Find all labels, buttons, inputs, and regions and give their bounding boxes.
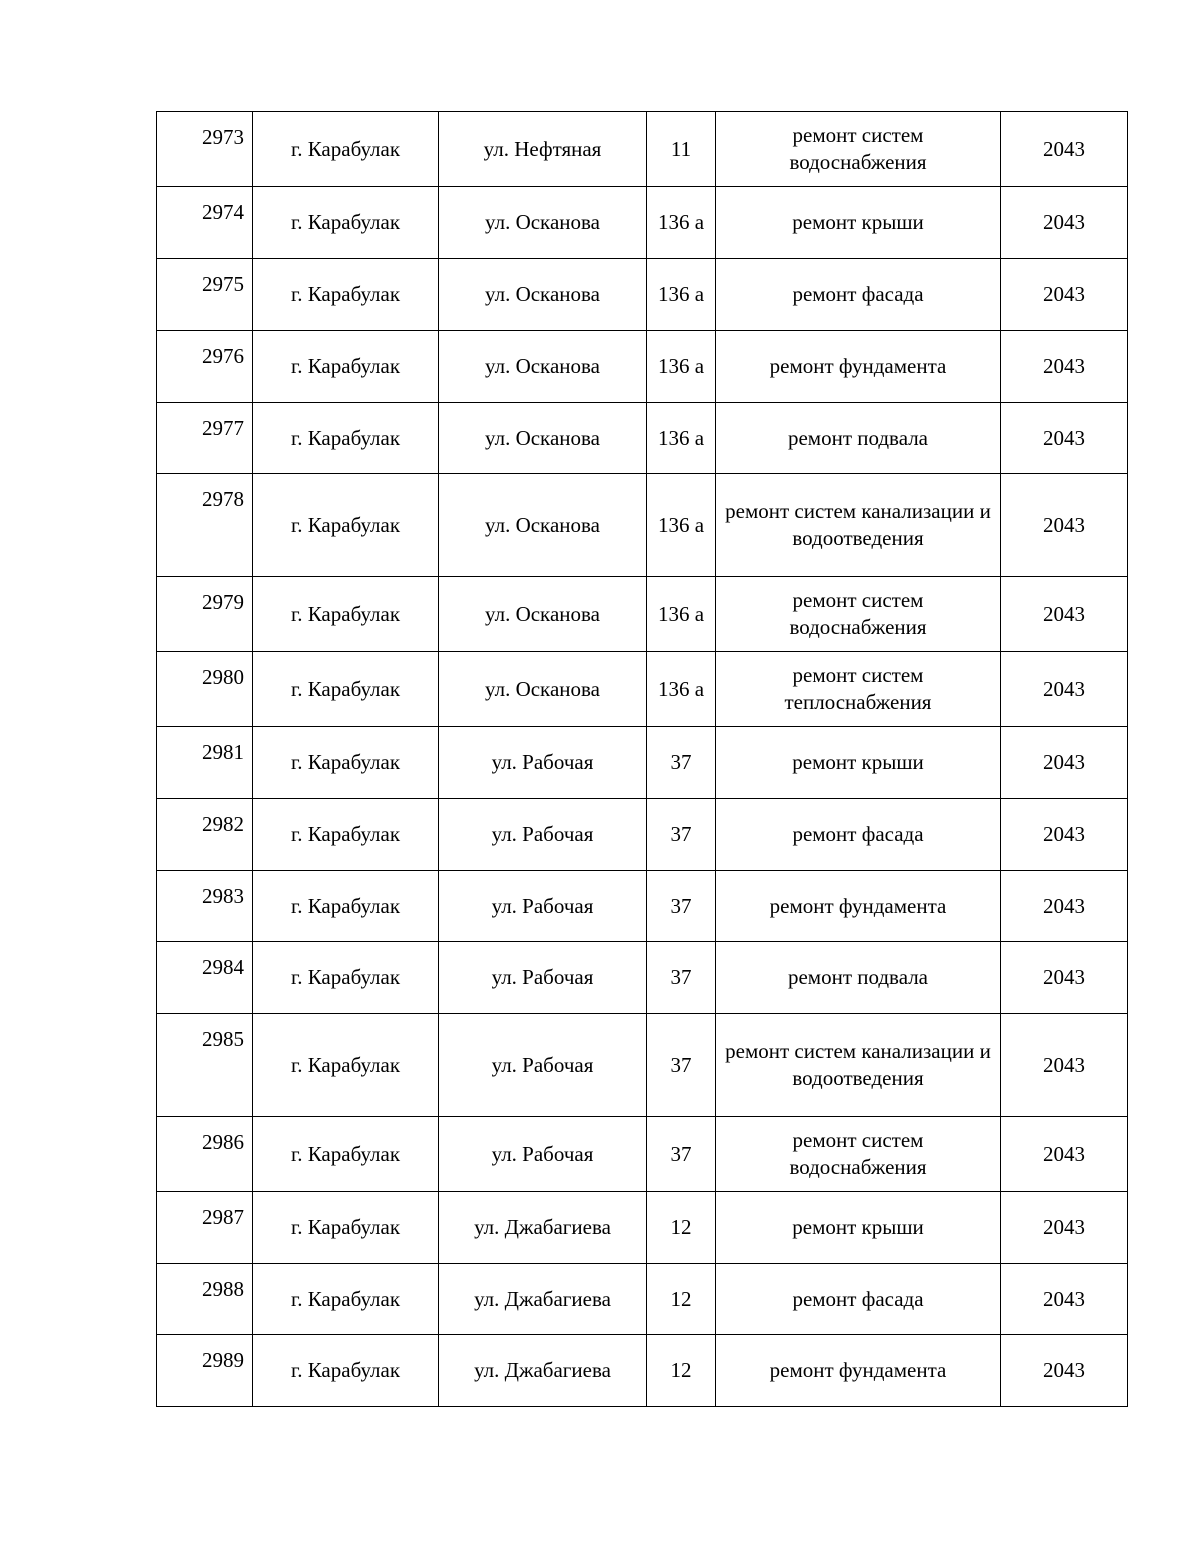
row-number-cell: 2988 [157, 1264, 253, 1335]
table-row [157, 942, 1128, 1014]
city-cell: г. Карабулак [253, 403, 439, 474]
street-cell: ул. Осканова [439, 259, 647, 331]
city-cell: г. Карабулак [253, 1117, 439, 1192]
city-cell: г. Карабулак [253, 1014, 439, 1117]
table-row [157, 403, 1128, 474]
city-cell: г. Карабулак [253, 1335, 439, 1407]
work-type-cell: ремонт крыши [716, 187, 1001, 259]
house-number-cell: 136 а [647, 652, 716, 727]
house-number-cell: 37 [647, 727, 716, 799]
house-number-cell: 11 [647, 112, 716, 187]
work-type-cell: ремонт систем водоснабжения [716, 577, 1001, 652]
street-cell: ул. Рабочая [439, 1117, 647, 1192]
street-cell: ул. Нефтяная [439, 112, 647, 187]
city-cell: г. Карабулак [253, 187, 439, 259]
city-cell: г. Карабулак [253, 942, 439, 1014]
city-cell: г. Карабулак [253, 474, 439, 577]
year-cell: 2043 [1001, 187, 1128, 259]
row-number-cell: 2976 [157, 331, 253, 403]
house-number-cell: 136 а [647, 187, 716, 259]
street-cell: ул. Рабочая [439, 871, 647, 942]
street-cell: ул. Осканова [439, 331, 647, 403]
year-cell: 2043 [1001, 577, 1128, 652]
table-row [157, 577, 1128, 652]
city-cell: г. Карабулак [253, 652, 439, 727]
city-cell: г. Карабулак [253, 259, 439, 331]
row-number-cell: 2989 [157, 1335, 253, 1407]
table-row [157, 871, 1128, 942]
year-cell: 2043 [1001, 403, 1128, 474]
house-number-cell: 37 [647, 942, 716, 1014]
row-number-cell: 2978 [157, 474, 253, 577]
table-row [157, 331, 1128, 403]
street-cell: ул. Рабочая [439, 1014, 647, 1117]
house-number-cell: 37 [647, 871, 716, 942]
street-cell: ул. Осканова [439, 403, 647, 474]
house-number-cell: 37 [647, 799, 716, 871]
row-number-cell: 2979 [157, 577, 253, 652]
house-number-cell: 136 а [647, 259, 716, 331]
row-number-cell: 2975 [157, 259, 253, 331]
row-number-cell: 2981 [157, 727, 253, 799]
year-cell: 2043 [1001, 727, 1128, 799]
work-type-cell: ремонт подвала [716, 942, 1001, 1014]
table-row [157, 187, 1128, 259]
year-cell: 2043 [1001, 799, 1128, 871]
city-cell: г. Карабулак [253, 112, 439, 187]
row-number-cell: 2985 [157, 1014, 253, 1117]
table-row [157, 1335, 1128, 1407]
street-cell: ул. Рабочая [439, 942, 647, 1014]
street-cell: ул. Джабагиева [439, 1192, 647, 1264]
street-cell: ул. Рабочая [439, 727, 647, 799]
year-cell: 2043 [1001, 1014, 1128, 1117]
work-type-cell: ремонт систем водоснабжения [716, 112, 1001, 187]
table-row [157, 259, 1128, 331]
table-row [157, 474, 1128, 577]
work-type-cell: ремонт подвала [716, 403, 1001, 474]
table-row [157, 1192, 1128, 1264]
year-cell: 2043 [1001, 1264, 1128, 1335]
table-body [157, 112, 1128, 1407]
table-row [157, 1117, 1128, 1192]
table-row [157, 727, 1128, 799]
work-type-cell: ремонт крыши [716, 1192, 1001, 1264]
city-cell: г. Карабулак [253, 1192, 439, 1264]
row-number-cell: 2983 [157, 871, 253, 942]
row-number-cell: 2977 [157, 403, 253, 474]
repair-schedule-table [156, 111, 1128, 1407]
street-cell: ул. Осканова [439, 652, 647, 727]
table-row [157, 112, 1128, 187]
row-number-cell: 2974 [157, 187, 253, 259]
house-number-cell: 136 а [647, 474, 716, 577]
house-number-cell: 136 а [647, 577, 716, 652]
work-type-cell: ремонт фундамента [716, 1335, 1001, 1407]
house-number-cell: 37 [647, 1117, 716, 1192]
table-row [157, 1014, 1128, 1117]
house-number-cell: 12 [647, 1264, 716, 1335]
house-number-cell: 37 [647, 1014, 716, 1117]
row-number-cell: 2986 [157, 1117, 253, 1192]
table-row [157, 799, 1128, 871]
house-number-cell: 12 [647, 1335, 716, 1407]
year-cell: 2043 [1001, 942, 1128, 1014]
city-cell: г. Карабулак [253, 727, 439, 799]
work-type-cell: ремонт фундамента [716, 871, 1001, 942]
city-cell: г. Карабулак [253, 331, 439, 403]
row-number-cell: 2987 [157, 1192, 253, 1264]
row-number-cell: 2980 [157, 652, 253, 727]
city-cell: г. Карабулак [253, 1264, 439, 1335]
work-type-cell: ремонт систем канализации и водоотведения [716, 474, 1001, 577]
row-number-cell: 2982 [157, 799, 253, 871]
work-type-cell: ремонт систем канализации и водоотведения [716, 1014, 1001, 1117]
street-cell: ул. Осканова [439, 577, 647, 652]
year-cell: 2043 [1001, 1192, 1128, 1264]
city-cell: г. Карабулак [253, 799, 439, 871]
work-type-cell: ремонт фасада [716, 799, 1001, 871]
street-cell: ул. Осканова [439, 187, 647, 259]
street-cell: ул. Джабагиева [439, 1264, 647, 1335]
house-number-cell: 136 а [647, 331, 716, 403]
table-row [157, 1264, 1128, 1335]
year-cell: 2043 [1001, 259, 1128, 331]
street-cell: ул. Осканова [439, 474, 647, 577]
row-number-cell: 2973 [157, 112, 253, 187]
table-row [157, 652, 1128, 727]
year-cell: 2043 [1001, 112, 1128, 187]
year-cell: 2043 [1001, 1335, 1128, 1407]
year-cell: 2043 [1001, 1117, 1128, 1192]
work-type-cell: ремонт систем водоснабжения [716, 1117, 1001, 1192]
house-number-cell: 136 а [647, 403, 716, 474]
city-cell: г. Карабулак [253, 871, 439, 942]
work-type-cell: ремонт фасада [716, 1264, 1001, 1335]
year-cell: 2043 [1001, 474, 1128, 577]
house-number-cell: 12 [647, 1192, 716, 1264]
year-cell: 2043 [1001, 871, 1128, 942]
work-type-cell: ремонт крыши [716, 727, 1001, 799]
row-number-cell: 2984 [157, 942, 253, 1014]
work-type-cell: ремонт фасада [716, 259, 1001, 331]
street-cell: ул. Джабагиева [439, 1335, 647, 1407]
work-type-cell: ремонт фундамента [716, 331, 1001, 403]
street-cell: ул. Рабочая [439, 799, 647, 871]
year-cell: 2043 [1001, 331, 1128, 403]
year-cell: 2043 [1001, 652, 1128, 727]
work-type-cell: ремонт систем теплоснабжения [716, 652, 1001, 727]
city-cell: г. Карабулак [253, 577, 439, 652]
